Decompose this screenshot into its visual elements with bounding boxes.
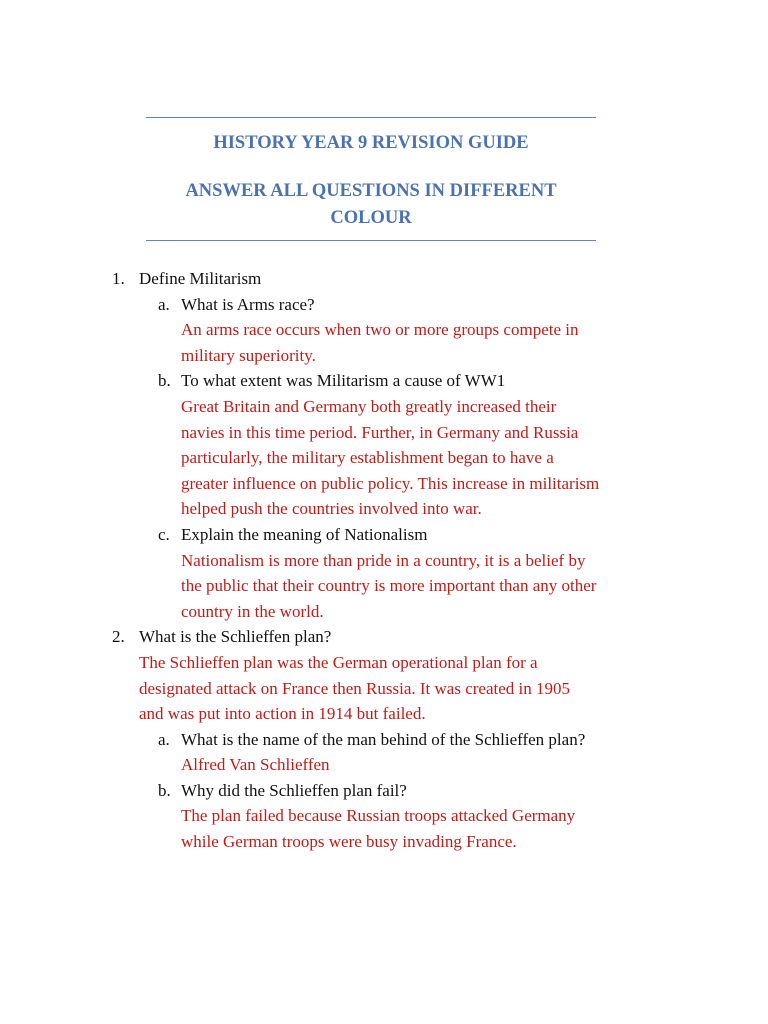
question-number: 2. [112,627,125,647]
sub-question-letter: a. [158,729,170,749]
answer-line: particularly, the military establishment began to have a [181,448,554,468]
question-text: What is the Schlieffen plan? [139,627,332,647]
answer-line: greater influence on public policy. This increase in militarism [181,473,600,493]
answer-line: Alfred Van Schlieffen [181,755,330,775]
answer [0,650,659,727]
answer-line: The plan failed because Russian troops attacked Germany [181,806,576,826]
question-1c [0,522,768,624]
question-text: Define Militarism [139,269,262,288]
instruction-line-1: ANSWER ALL QUESTIONS IN DIFFERENT [185,181,557,201]
answer-line: and was put into action in 1914 but failed. [139,704,426,724]
question-2b [0,778,768,855]
document-title: HISTORY YEAR 9 REVISION GUIDE [213,133,529,153]
answer-line: the public that their country is more important than any other [181,576,597,596]
answer-line: designated attack on France then Russia. It was created in 1905 [139,678,571,698]
sub-question-letter: a. [158,294,170,314]
answer-line: Nationalism is more than pride in a country, it is a belief by [181,550,586,570]
answer-line: helped push the countries involved into war. [181,499,482,519]
sub-question-text: Why did the Schlieffen plan fail? [181,780,407,800]
sub-question-letter: b. [158,780,171,800]
answer-line: country in the world. [181,601,324,621]
instruction-line-2: COLOUR [330,208,412,228]
sub-question-text: Explain the meaning of Nationalism [181,524,428,544]
question-number: 1. [112,269,125,288]
answer [0,803,681,854]
question-2 [0,624,768,854]
answer [0,548,681,625]
answer-line: The Schlieffen plan was the German operational plan for a [139,652,538,672]
answer-line: military superiority. [181,345,316,365]
answer-line: Great Britain and Germany both greatly increased their [181,396,557,416]
sub-question-text: What is Arms race? [181,294,315,314]
question-1a [0,292,768,369]
answer [0,317,681,368]
answer-line: An arms race occurs when two or more groups compete in [181,320,579,340]
answer-line: while German troops were busy invading France. [181,832,517,852]
bottom-divider [146,240,596,241]
answer [0,752,681,778]
sub-question-text: To what extent was Militarism a cause of WW1 [181,371,506,391]
sub-question-letter: c. [158,524,170,544]
instruction-heading [146,178,596,232]
top-divider [146,117,596,118]
question-list [0,266,768,855]
question-2a [0,727,768,778]
sub-question-letter: b. [158,371,171,391]
answer-line: navies in this time period. Further, in Germany and Russia [181,422,579,442]
sub-question-text: What is the name of the man behind of the Schlieffen plan? [181,729,586,749]
question-1b [0,368,768,522]
answer [0,394,681,522]
question-1 [0,266,768,624]
